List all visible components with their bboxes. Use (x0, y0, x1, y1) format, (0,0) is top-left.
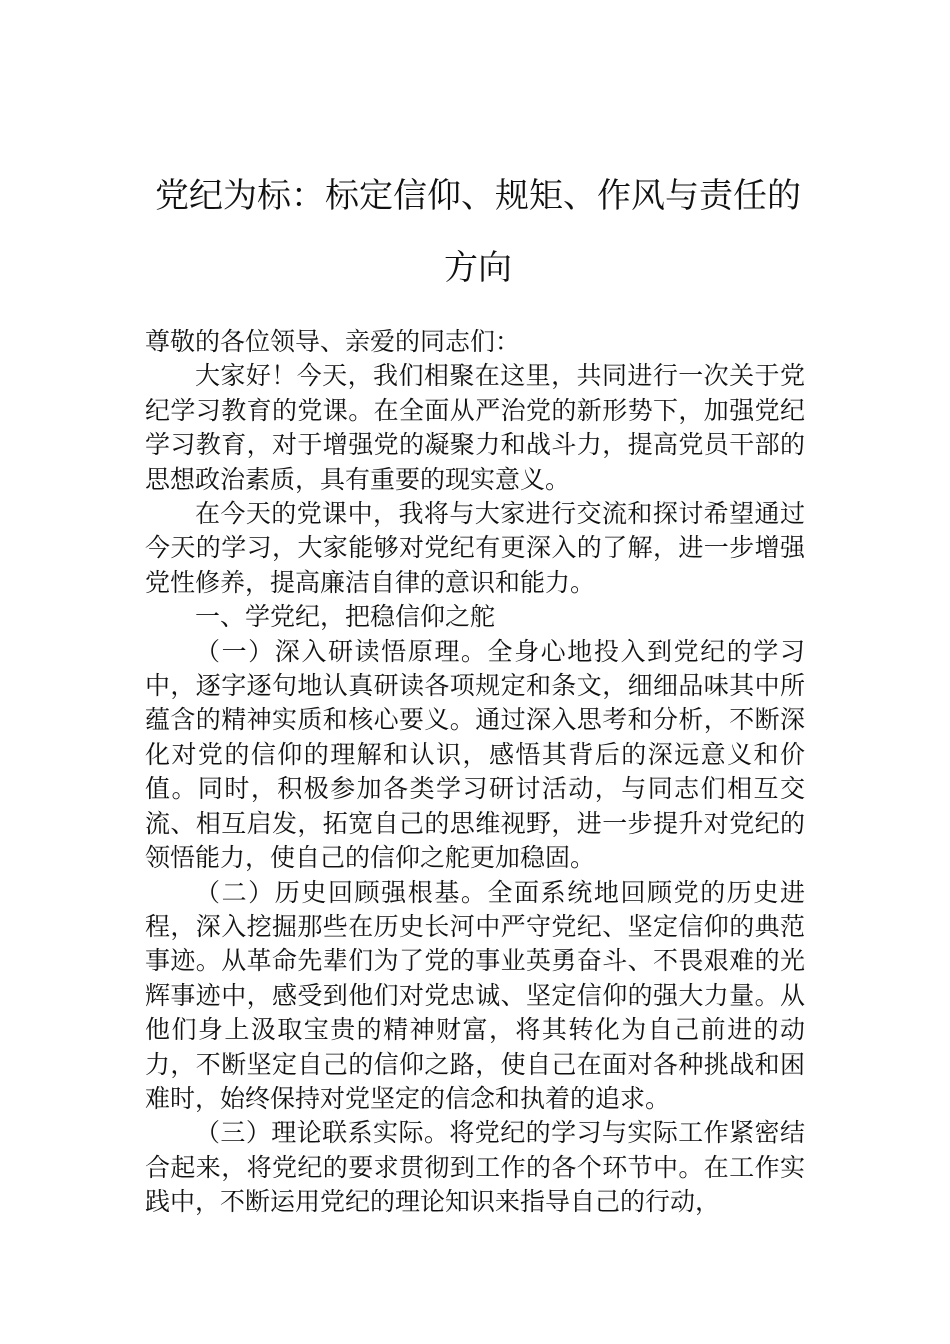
document-body (145, 325, 805, 1220)
section-heading-1: 一、学党纪，把稳信仰之舵 (195, 602, 496, 632)
paragraph-subsection-1: （一）深入研读悟原理。全身心地投入到党纪的学习中，逐字逐句地认真研读各项规定和条文，细细品味其中所蕴含的精神实质和核心要义。通过深入思考和分析，不断深化对党的信仰的理解和认识，感悟其背后的深远意义和价值。同时，积极参加各类学习研讨活动，与同志们相互交流、相互启发，拓宽自己的思维视野，进一步提升对党纪的领悟能力，使自己的信仰之舵更加稳固。 (145, 636, 805, 873)
paragraph-introduction: 在今天的党课中，我将与大家进行交流和探讨希望通过今天的学习，大家能够对党纪有更深入的了解，进一步增强党性修养，提高廉洁自律的意识和能力。 (145, 499, 805, 597)
document-title: 党纪为标：标定信仰、规矩、作风与责任的方向 (155, 176, 801, 288)
paragraph-greeting: 大家好！今天，我们相聚在这里，共同进行一次关于党纪学习教育的党课。在全面从严治党的新形势下，加强党纪学习教育，对于增强党的凝聚力和战斗力，提高党员干部的思想政治素质，具有重要的现实意义。 (145, 361, 805, 494)
salutation: 尊敬的各位领导、亲爱的同志们： (145, 327, 521, 356)
paragraph-subsection-3: （三）理论联系实际。将党纪的学习与实际工作紧密结合起来，将党纪的要求贯彻到工作的各个环节中。在工作实践中，不断运用党纪的理论知识来指导自己的行动， (145, 1118, 805, 1217)
paragraph-subsection-2: （二）历史回顾强根基。全面系统地回顾党的历史进程，深入挖掘那些在历史长河中严守党纪、坚定信仰的典范事迹。从革命先辈们为了党的事业英勇奋斗、不畏艰难的光辉事迹中，感受到他们对党忠诚、坚定信仰的强大力量。从他们身上汲取宝贵的精神财富，将其转化为自己前进的动力，不断坚定自己的信仰之路，使自己在面对各种挑战和困难时，始终保持对党坚定的信念和执着的追求。 (145, 877, 805, 1113)
